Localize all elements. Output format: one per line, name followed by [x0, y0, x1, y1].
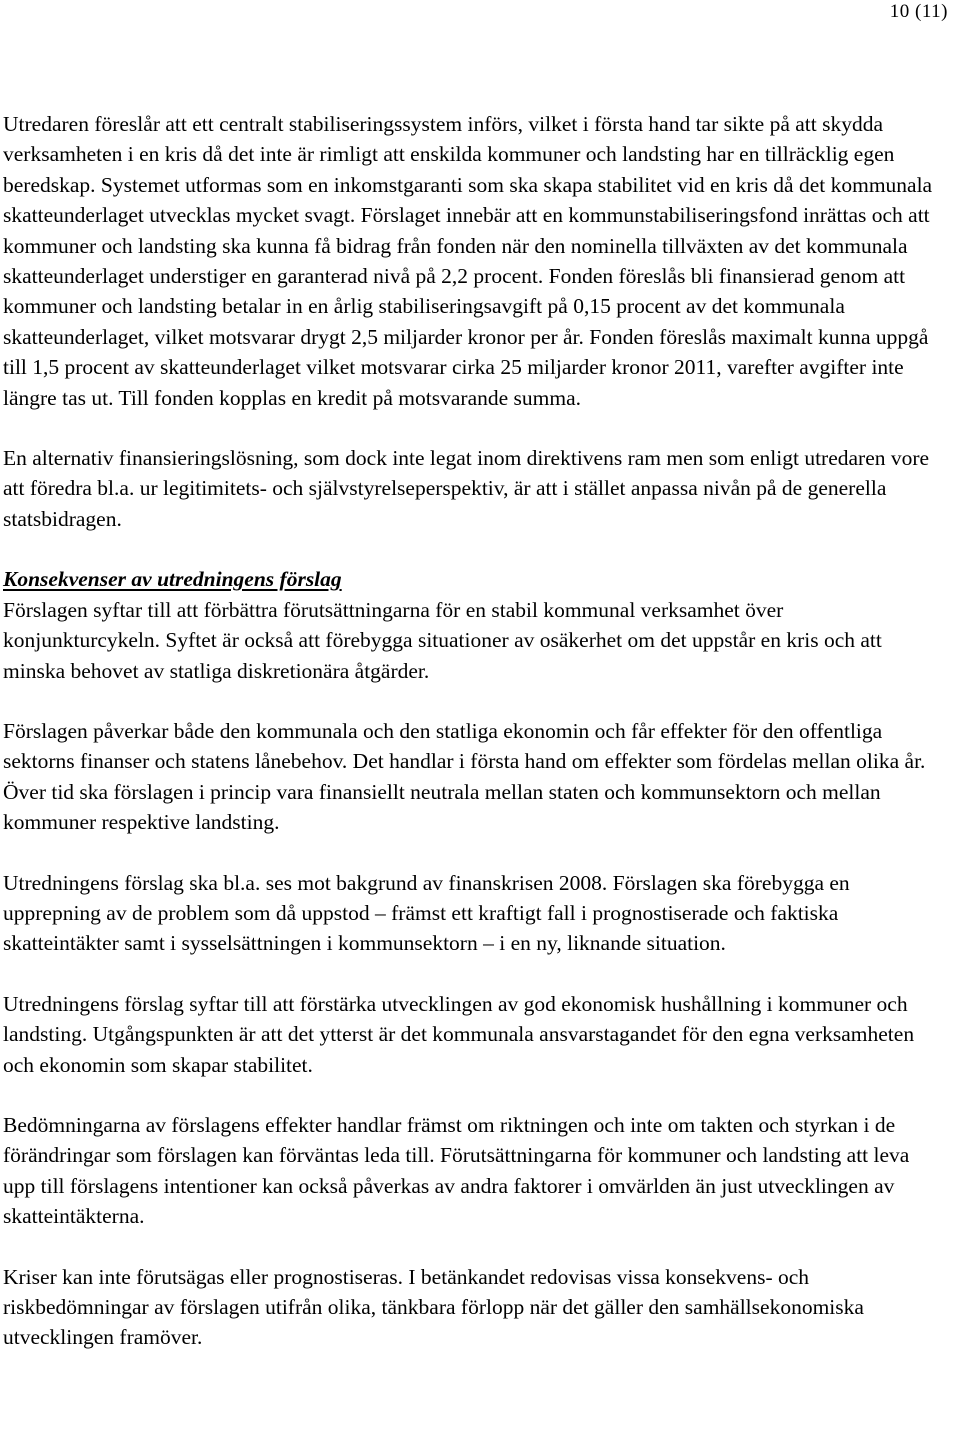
paragraph-alternative-financing: En alternativ finansieringslösning, som dock inte legat inom direktivens ram men som enligt utredaren vore att föredra bl.a. ur legitimitets- och självstyrelseperspektiv, är att i stället anpassa nivån på de generella statsbidragen.: [3, 446, 930, 531]
page-number: 10 (11): [889, 1, 948, 22]
document-body: [3, 109, 945, 1353]
paragraph-financial-crisis: Utredningens förslag ska bl.a. ses mot bakgrund av finanskrisen 2008. Förslagen ska förebygga en upprepning av de problem som då uppstod – främst ett kraftigt fall i prognostiserade och faktiska skatteintäkter samt i sysselsättningen i kommunsektorn – i en ny, liknande situation.: [3, 870, 850, 956]
paragraph-assessments: Bedömningarna av förslagens effekter handlar främst om riktningen och inte om takten och styrkan i de förändringar som förslagen kan förväntas leda till. Förutsättningarna för kommuner och landsting att leva upp till förslagens intentioner kan också påverkas av andra faktorer i omvärlden än just utvecklingen av skatteintäkterna.: [3, 1112, 910, 1229]
section-heading-consequences: Konsekvenser av utredningens förslag: [3, 567, 342, 592]
paragraph-economic-effects: Förslagen påverkar både den kommunala och den statliga ekonomin och får effekter för den offentliga sektorns finanser och statens lånebehov. Det handlar i första hand om effekter som fördelas mellan olika år. Över tid ska förslagen i princip vara finansiellt neutrala mellan staten och kommunsektorn och mellan kommuner respektive landsting.: [3, 718, 926, 835]
paragraph-stabilization-system: Utredaren föreslår att ett centralt stabiliseringssystem införs, vilket i första hand tar sikte på att skydda verksamheten i en kris då det inte är rimligt att enskilda kommuner och landsting har en tillräcklig egen beredskap. Systemet utformas som en inkomstgaranti som ska skapa stabilitet vid en kris då det kommunala skatteunderlaget utvecklas mycket svagt. Förslaget innebär att en kommunstabiliseringsfond inrättas och att kommuner och landsting ska kunna få bidrag från fonden när den nominella tillväxten av det kommunala skatteunderlaget understiger en garanterad nivå på 2,2 procent. Fonden föreslås bli finansierad genom att kommuner och landsting betalar in en årlig stabiliseringsavgift på 0,15 procent av det kommunala skatteunderlaget, vilket motsvarar drygt 2,5 miljarder kronor per år. Fonden föreslås maximalt kunna uppgå till 1,5 procent av skatteunderlaget vilket motsvarar cirka 25 miljarder kronor 2011, varefter avgifter inte längre tas ut. Till fonden kopplas en kredit på motsvarande summa.: [3, 112, 933, 410]
paragraph-purpose: Förslagen syftar till att förbättra förutsättningarna för en stabil kommunal verksamhet över konjunkturcykeln. Syftet är också att förebygga situationer av osäkerhet om det uppstår en kris och att minska behovet av statliga diskretionära åtgärder.: [3, 597, 882, 683]
paragraph-good-management: Utredningens förslag syftar till att förstärka utvecklingen av god ekonomisk hushållning i kommuner och landsting. Utgångspunkten är att det ytterst är det kommunala ansvarstagandet för den egna verksamheten och ekonomin som skapar stabilitet.: [3, 991, 915, 1077]
paragraph-crises: Kriser kan inte förutsägas eller prognostiseras. I betänkandet redovisas vissa konsekvens- och riskbedömningar av förslagen utifrån olika, tänkbara förlopp när det gäller den samhällsekonomiska utvecklingen framöver.: [3, 1264, 864, 1350]
